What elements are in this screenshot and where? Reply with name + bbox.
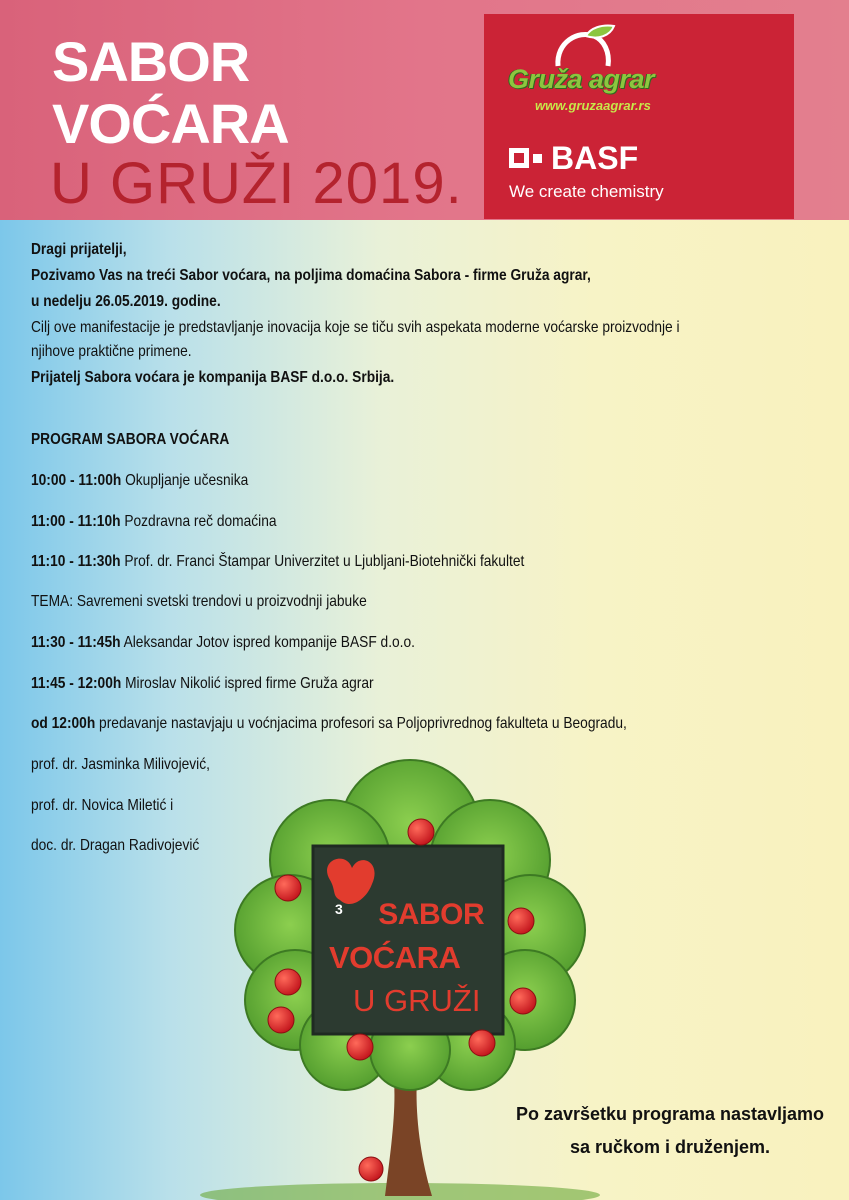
professor: prof. dr. Jasminka Milivojević, xyxy=(31,756,210,773)
greeting: Dragi prijatelji, xyxy=(31,241,127,258)
program-time: 11:45 - 12:00h xyxy=(31,675,122,692)
program-heading: PROGRAM SABORA VOĆARA xyxy=(31,431,230,448)
event-date: u nedelju 26.05.2019. godine. xyxy=(31,293,221,310)
closing-note xyxy=(500,1098,840,1164)
friend-statement: Prijatelj Sabora voćara je kompanija BASF d.o.o. Srbija. xyxy=(31,369,395,386)
program-text: Okupljanje učesnika xyxy=(121,472,249,489)
program-time: 11:30 - 11:45h xyxy=(31,634,121,651)
program-text: Aleksandar Jotov ispred kompanije BASF d.o.o. xyxy=(120,634,415,651)
sign-line-3: U GRUŽI xyxy=(353,983,481,1018)
sign-line-1-text: SABOR xyxy=(378,898,485,931)
title-line-1: SABOR xyxy=(52,30,250,93)
professor: prof. dr. Novica Miletić i xyxy=(31,797,174,814)
title-line-2: VOĆARA xyxy=(52,92,289,155)
closing-line-1: Po završetku programa nastavljamo xyxy=(515,1104,825,1124)
title-line-3: U GRUŽI 2019. xyxy=(50,151,463,216)
program-text: TEMA: Savremeni svetski trendovi u proizvodnji jabuke xyxy=(31,593,367,610)
program-text: Miroslav Nikolić ispred firme Gruža agrar xyxy=(121,675,374,692)
program-text: Pozdravna reč domaćina xyxy=(120,513,277,530)
sign-line-2: VOĆARA xyxy=(329,940,461,975)
program-text: Prof. dr. Franci Štampar Univerzitet u Ljubljani-Biotehnički fakultet xyxy=(120,553,525,570)
sign-line-1 xyxy=(335,898,485,932)
program-time: 10:00 - 11:00h xyxy=(31,472,122,489)
program-time: 11:10 - 11:30h xyxy=(31,553,121,570)
basf-logo: BASF xyxy=(551,140,639,176)
aim-line-2: njihove praktične primene. xyxy=(31,343,192,360)
basf-tagline: We create chemistry xyxy=(509,182,664,201)
aim-line-1: Cilj ove manifestacije je predstavljanje inovacija koje se tiču svih aspekata moderne voćarske proizvodnje i xyxy=(31,319,680,336)
closing-line-2: sa ručkom i druženjem. xyxy=(569,1137,771,1157)
gruza-agrar-logo: Gruža agrar xyxy=(508,64,655,94)
program-time: od 12:00h xyxy=(31,715,96,732)
sign-number: 3 xyxy=(335,901,343,917)
gruza-agrar-url: www.gruzaagrar.rs xyxy=(535,98,651,113)
program-text: predavanje nastavjaju u voćnjacima profesori sa Poljoprivrednog fakulteta u Beogradu, xyxy=(95,715,627,732)
program-time: 11:00 - 11:10h xyxy=(31,513,121,530)
professor: doc. dr. Dragan Radivojević xyxy=(31,837,200,854)
invitation: Pozivamo Vas na treći Sabor voćara, na poljima domaćina Sabora - firme Gruža agrar, xyxy=(31,267,591,284)
